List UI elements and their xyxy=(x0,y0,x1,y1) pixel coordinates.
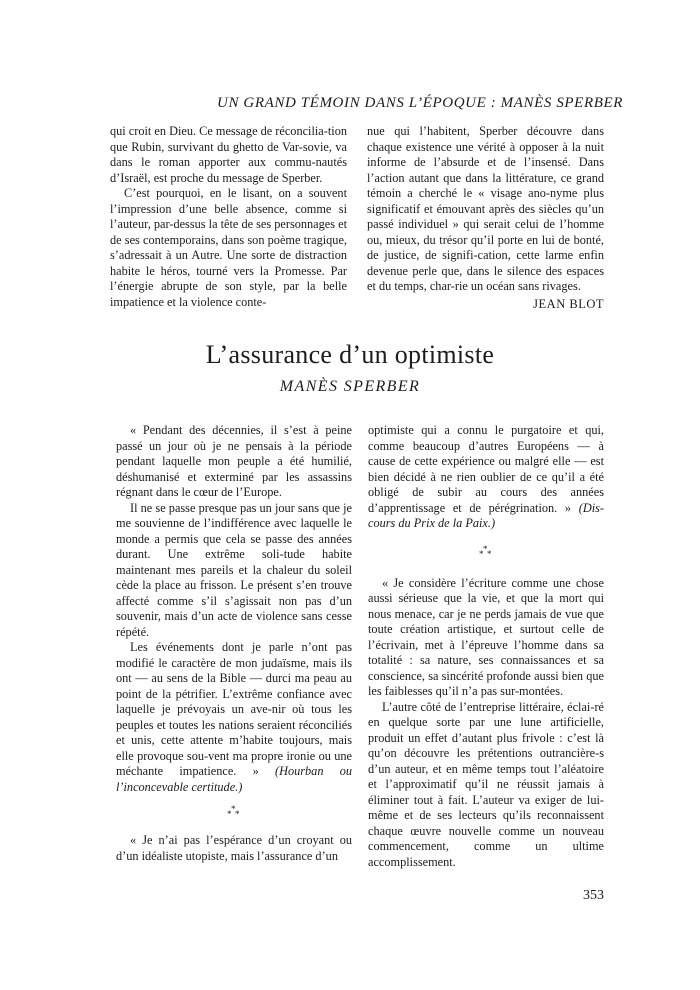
quote-text: optimiste qui a connu le purgatoire et qui, comme beaucoup d’autres Européens — à cause de cette expérience ou malgré elle — est bien décidé à ne rien oublier de ce qu’il a été obligé de subir au cours des années d’apprentissage et de pérégrination. » xyxy=(368,423,604,515)
paragraph xyxy=(116,640,352,795)
article-continuation-left-column xyxy=(110,124,347,310)
asterism-star: * xyxy=(235,809,240,819)
paragraph xyxy=(368,423,604,532)
paragraph: qui croit en Dieu. Ce message de réconcilia-tion que Rubin, survivant du ghetto de Var-sovie, va dans le roman apporter aux commu-nautés d’Israël, est proche du message de Sperber. xyxy=(110,124,347,185)
page-number: 353 xyxy=(583,888,604,903)
asterism-star: * xyxy=(479,548,484,559)
article-author: MANÈS SPERBER xyxy=(279,378,421,395)
author-signature: JEAN BLOT xyxy=(533,296,604,311)
quote-text: Les événements dont je parle n’ont pas modifié le caractère de mon judaïsme, mais ils ont — au sens de la Bible — durci ma peau au point de la pétrifier. L’extrême confiance avec laquelle je prévoyais un ave-nir où tous les peuples et toutes les nations seraient réconciliés et unis, cette attente m’habite toujours, mais elle provoque sou-vent ma propre ironie ou une méchante impatience. » xyxy=(116,640,352,778)
article-continuation-right-column xyxy=(367,124,604,312)
source-citation: (Dis-cours du Prix de la Paix.) xyxy=(368,500,604,530)
asterism-divider xyxy=(368,532,604,576)
asterism-divider xyxy=(116,795,352,833)
paragraph: « Pendant des décennies, il s’est à peine passé un jour où je ne pensais à la période pendant laquelle mon peuple a été humilié, déshumanisé et exterminé par les assassins régnant dans le cœur de l’Europe. xyxy=(116,423,352,499)
asterism-star: * xyxy=(483,543,488,554)
article-left-column xyxy=(116,423,352,864)
paragraph: L’autre côté de l’entreprise littéraire, éclai-ré en quelque sorte par une lune artificielle, produit un effet d’autant plus frivole : c’est là qu’on découvre les prétentions outrancière-s d’un auteur, et en même temps tout l’aléatoire et l’approximatif qu’il ne réussit jamais à éliminer tout à fait. L’auteur va exiger de lui-même et de ses lecteurs qu’ils reconnaissent chaque œuvre nouvelle comme un nouveau commencement, comme un ultime accomplissement. xyxy=(368,699,604,869)
paragraph: Il ne se passe presque pas un jour sans que je me souvienne de l’indifférence avec laquelle le monde a permis que cela se passe des années durant. Une extrême soli-tude habite maintenant mes pareils et la chaleur du soleil cède la place au frisson. Le présent s’en trouve affecté comme s’il s’agissait non pas d’un souvenir, mais d’un acte de violence sans cesse répété. xyxy=(116,500,352,639)
paragraph: « Je considère l’écriture comme une chose aussi sérieuse que la vie, et que la mort qui nous menace, car je ne perds jamais de vue que toute création artistique, et surtout celle de l’écrivain, met à l’épreuve l’homme dans sa totalité : sa nature, ses connaissances et sa conscience, sa sincérité profonde aussi bien que les faiblesses qu’il n’a pas sur-montées. xyxy=(368,575,604,698)
asterism-star: * xyxy=(487,548,492,559)
article-title: L’assurance d’un optimiste xyxy=(205,340,495,369)
asterism-star: * xyxy=(227,809,232,819)
article-right-column xyxy=(368,423,604,870)
asterism-star: * xyxy=(231,804,236,814)
paragraph: nue qui l’habitent, Sperber découvre dans chaque existence une vérité à opposer à la nuit informe de l’absurde et de l’insensé. Dans l’action autant que dans la littérature, ce grand témoin a cherché le « visage ano-nyme plus significatif et émouvant après des siècles qu’un passé individuel » qui serait celui de l’homme ou, mieux, du trésor qu’il porte en lui de bonté, de justice, de signifi-cation, cette larme enfin devenue perle que, dans le silence des espaces et du temps, char-rie un océan sans rivages. xyxy=(367,124,604,293)
running-head: UN GRAND TÉMOIN DANS L’ÉPOQUE : MANÈS SPERBER xyxy=(217,95,623,111)
source-citation: (Hourban ou l’inconcevable certitude.) xyxy=(116,764,352,794)
paragraph: « Je n’ai pas l’espérance d’un croyant ou d’un idéaliste utopiste, mais l’assurance d’un xyxy=(116,833,352,863)
paragraph: C’est pourquoi, en le lisant, on a souvent l’impression d’une belle absence, comme si l’auteur, par-dessus la tête de ses personnages et de ses contemporains, dans son poème tragique, s’adressait à un Autre. Une sorte de distraction habite le héros, tourné vers la Promesse. Par l’énergie abrupte de son style, par la belle impatience et la violence conte- xyxy=(110,186,347,309)
